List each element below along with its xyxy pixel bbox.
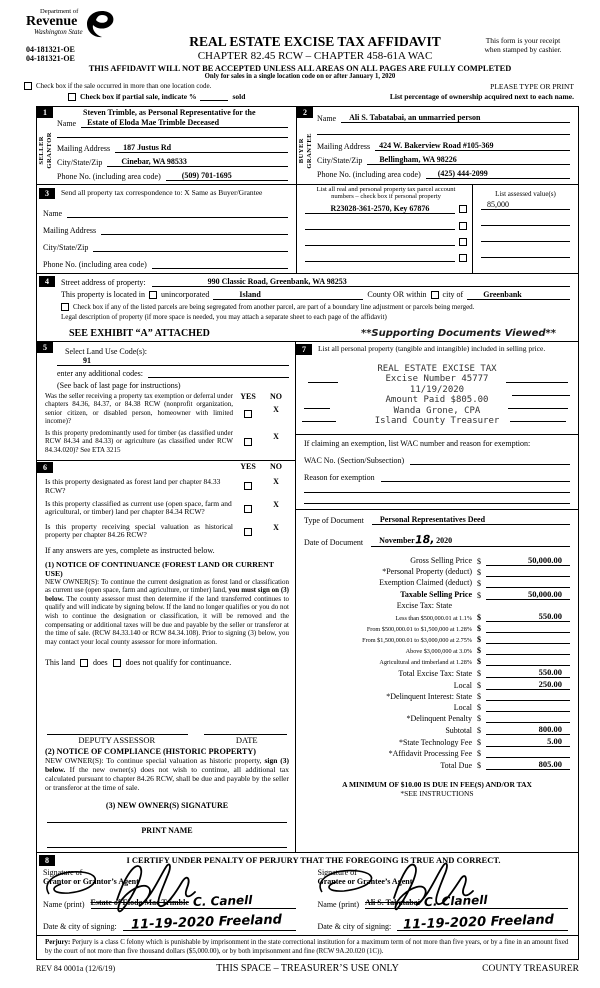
form-title: REAL ESTATE EXCISE TAX AFFIDAVIT [189,34,441,49]
q1-yes-checkbox[interactable] [244,410,252,418]
historic-no-answer: X [273,522,279,532]
grantee-date-city-label: Date & city of signing: [317,922,392,932]
historic-question: Is this property receiving special valuation as historical property per chapter 84.26 RCW? [45,521,233,540]
personal-property-label: List all personal property (tangible and intangible) included in selling price. [318,343,546,353]
no-header-6: NO [270,461,282,471]
document-and-tax-section [296,509,578,803]
delinquent-local-value[interactable] [486,703,570,712]
grantor-signature-block [39,868,306,934]
logo-dept-text: Department of [40,8,79,15]
correspondence-name-label: Name [43,208,63,218]
assessed-value-header: List assessed value(s) [495,189,556,198]
current-use-question: Is this property classified as current use (open space, farm and agricultural, or timber) land per chapter 84.34 RCW? [45,498,232,517]
stamp-line-6: Island County Treasurer [374,416,500,426]
grantor-name-hand: C. Canell [192,893,253,910]
grantor-name-printed: Estate of Eloda Mae Trimble [90,898,189,908]
minimum-fee-note: A MINIMUM OF $10.00 IS DUE IN FEE(S) AND/OR TAX [342,780,532,789]
section-4-tab: 4 [39,276,55,287]
assessed-value-3-field[interactable] [481,231,570,242]
send-correspondence-label: Send all property tax correspondence to: X Same as Buyer/Grantee [61,187,263,197]
partial-sale-label: Check box if partial sale, indicate % [80,92,197,101]
seller-mailing-label: Mailing Address [57,143,111,153]
instructions-note: (See back of last page for instructions) [57,380,181,390]
property-section [37,274,578,342]
logo-state-text: Washington State [34,28,83,36]
does-label: does [93,658,108,668]
land-use-value[interactable]: 91 [57,356,289,366]
section-3-tab: 3 [39,188,55,199]
reason-extra-line-1[interactable] [304,482,570,493]
grantee-name-line[interactable] [365,894,568,909]
assessed-value-1[interactable]: 85,000 [481,200,570,210]
certify-statement: I CERTIFY UNDER PENALTY OF PERJURY THAT THE FOREGOING IS TRUE AND CORRECT. [126,855,501,866]
new-owner-signature-line[interactable] [47,810,287,823]
supporting-docs-stamp: **Supporting Documents Viewed** [360,327,556,339]
form-number-1: 04-181321-OE [26,45,75,54]
total-due-value[interactable]: 805.00 [486,760,570,770]
land-use-section [37,342,295,461]
gross-price-value[interactable]: 50,000.00 [486,556,570,566]
tax-correspondence-section [37,185,296,273]
delinquent-penalty-value[interactable] [486,714,570,723]
seller-side-label-2: GRANTOR [45,132,53,170]
correspondence-phone-field[interactable] [152,268,288,269]
multi-location-checkbox[interactable] [24,82,32,90]
county-or-label: County OR within [367,290,427,299]
grantor-date-city-label: Date & city of signing: [43,922,117,932]
left-column [37,342,296,853]
certification-section [37,852,578,935]
continuance-qualify-row [45,658,289,667]
delinquent-local-row: Local $ [304,703,570,712]
seller-name-line1: Steven Trimble, as Personal Representative for the [83,108,256,117]
parcel-2-personal-checkbox[interactable] [459,222,467,230]
segregated-label: Check box if any of the listed parcels are being segregated from another parcel, are part of a boundary line adjustment or parcels being merged. [73,302,475,311]
buyer-section [296,107,578,184]
does-not-label: does not qualify for continuance. [125,658,232,668]
exemption-deduct-row: Exemption Claimed (deduct) $ [304,579,570,588]
buyer-mailing-value[interactable]: 424 W. Bakerview Road #105-369 [375,141,570,151]
local-tax-value[interactable]: 250.00 [486,680,570,690]
seller-phone-label: Phone No. (including area code) [57,171,161,181]
blank-line-fragment [512,395,570,396]
partial-sale-checkbox[interactable] [68,93,76,101]
affidavit-fee-value[interactable] [486,749,570,758]
grantor-date-hand: 11-19-2020 Freeland [130,912,282,934]
doc-date-label: Date of Document [304,537,364,547]
tier4-value[interactable] [486,646,570,655]
reason-field[interactable] [381,481,570,482]
seller-phone-value[interactable]: (509) 701-1695 [166,171,288,181]
land-use-label: Select Land Use Code(s): [65,346,147,356]
parcel-4-field[interactable] [305,252,455,262]
city-of-label: city of [442,290,464,299]
perjury-note: Perjury: Perjury is a class C felony which is punishable by imprisonment in the state correctional institution for a maximum term of not more than five years, or by a fine in an amount fixed by the court of not more than five thousand dollars ($5,000.00), or by both imprisonment and fine (RCW 9A.20.020 (1C)). [37,935,578,959]
buyer-mailing-label: Mailing Address [317,142,371,151]
gross-price-row: Gross Selling Price $ 50,000.00 [304,556,570,566]
parcel-number-value[interactable]: R23028-361-2570, Key 67876 [305,204,455,214]
parcel-header: List all real and personal property tax parcel account numbers – check box if personal property [316,185,456,200]
tier1-row: Less than $500,000.01 at 1.1% $ 550.00 [304,612,570,622]
seller-name-label: Name [57,118,77,128]
treasurer-space-note: THIS SPACE – TREASURER’S USE ONLY [216,963,399,975]
street-address-label: Street address of property: [61,277,146,287]
tier1-value[interactable]: 550.00 [486,612,570,622]
buyer-city-label: City/State/Zip [317,156,363,165]
seller-side-label-1: SELLER [37,136,45,166]
located-label: This property is located in [61,290,145,299]
grantor-date-line[interactable] [123,912,296,934]
tier2-row: From $500,000.01 to $1,500,000 at 1.28% $ [304,624,570,633]
new-owner-signature-label: (3) NEW OWNER(S) SIGNATURE [105,801,229,811]
correspondence-phone-label: Phone No. (including area code) [43,259,147,269]
blank-line-fragment [304,408,330,409]
seller-section [37,107,296,184]
receipt-note [462,8,584,63]
form-number-2: 04-181321-OE [26,54,75,63]
assessed-value-2-field[interactable] [481,215,570,226]
deputy-assessor-signature-line[interactable] [47,725,188,735]
grantee-signature-of-label: Signature of [317,868,357,878]
tech-fee-value[interactable]: 5.00 [486,737,570,747]
grantee-date-line[interactable] [397,912,568,934]
grantor-signature-of-label: Signature of [43,868,83,878]
see-instructions-note: *SEE INSTRUCTIONS [400,789,474,798]
receipt-note-line1: This form is your receipt [485,36,561,45]
reason-extra-line-2[interactable] [304,493,570,504]
additional-codes-field[interactable] [148,377,289,378]
exhibit-note: SEE EXHIBIT “A” ATTACHED [69,327,210,339]
treasurer-stamp [296,364,578,427]
tier4-row: Above $3,000,000 at 3.0% $ [304,646,570,655]
buyer-side-label-1: BUYER [297,138,305,164]
tier3-value[interactable] [486,635,570,644]
q1-no-answer: X [273,404,279,414]
forest-land-section [37,461,295,853]
no-header-5: NO [270,391,282,401]
timber-question: Is this property predominantly used for timber (as classified under RCW 84.34 and 84.33) or agriculture (as classified under RCW 84.34.020)? See ETA 3215 [45,428,233,455]
assessed-value-4-field[interactable] [481,247,570,258]
deputy-date-line[interactable] [204,725,287,735]
taxable-price-row: Taxable Selling Price $ 50,000.00 [304,590,570,600]
buyer-name-value[interactable]: Ali S. Tabatabai, an unmarried person [341,113,570,123]
yes-header-6: YES [240,461,256,471]
correspondence-name-field[interactable] [67,217,288,218]
grantee-signature-block [306,868,573,934]
q2-yes-checkbox[interactable] [244,438,252,446]
stamp-line-5: Wanda Grone, CPA [393,405,481,416]
form-warning: THIS AFFIDAVIT WILL NOT BE ACCEPTED UNLESS ALL AREAS ON ALL PAGES ARE FULLY COMPLETED [88,64,512,73]
print-name-label: PRINT NAME [141,826,193,836]
partial-sale-suffix: sold [232,92,246,101]
section-6-tab: 6 [37,462,53,473]
tier5-value[interactable] [486,657,570,666]
seller-mailing-value[interactable]: 187 Justus Rd [115,143,288,153]
stamp-line-4: Amount Paid $805.00 [385,395,489,405]
date-label: DATE [235,735,258,746]
blank-line-fragment [506,382,568,383]
section-2-tab: 2 [297,107,313,118]
correspondence-mailing-field[interactable] [101,234,288,235]
additional-codes-label: enter any additional codes: [57,368,143,378]
buyer-name-label: Name [317,114,337,123]
notice-compliance-body: NEW OWNER(S): To continue special valuation as historic property, sign (3) below. If the new owner(s) does not wish to continue, all additional tax calculated pursuant to chapter 84.26 RCW, shall be due and payable by the seller or transferor at the time of sale. [45,756,289,793]
affidavit-fee-row: *Affidavit Processing Fee $ [304,749,570,758]
personal-deduct-value[interactable] [486,568,570,577]
blank-line-fragment [302,421,336,422]
current-use-no-answer: X [273,499,279,509]
grantee-name-printed: Ali S. Tabatabai [365,898,420,908]
total-state-row: Total Excise Tax: State $ 550.00 [304,668,570,678]
yes-header-5: YES [240,391,256,401]
city-checkbox[interactable] [431,291,439,299]
taxable-price-value[interactable]: 50,000.00 [486,590,570,600]
parcel-1-personal-checkbox[interactable] [459,205,467,213]
wac-label: WAC No. (Section/Subsection) [304,455,405,465]
unincorporated-checkbox[interactable] [149,291,157,299]
exemption-question: Was the seller receiving a property tax exemption or deferral under chapters 84.36, 84.37, or 84.38 RCW (nonprofit organization, senior citizen, or disabled person, homeowner with limited income)? [45,391,233,426]
legal-description-label: Legal description of property (if more space is needed, you may attach a separate sheet to each page of the affidavit) [61,312,387,321]
grantor-name-line[interactable] [91,894,296,909]
blank-line-fragment [508,408,568,409]
seller-city-label: City/State/Zip [57,157,103,167]
doc-date-value[interactable]: November18, 2020 [371,533,570,547]
subtotal-row: Subtotal $ 800.00 [304,725,570,735]
logo-revenue-text: Revenue [26,14,78,29]
logo-block [26,8,168,63]
footer-row [36,963,579,974]
grantor-agent-label: Grantor or Grantor’s Agent [43,877,139,887]
stamp-line-3: 11/19/2020 [409,384,465,395]
print-name-line[interactable] [47,835,287,848]
q2-no-answer: X [273,431,279,441]
subtotal-value[interactable]: 800.00 [486,725,570,735]
tier5-row: Agricultural and timberland at 1.28% $ [304,657,570,666]
tier2-value[interactable] [486,624,570,633]
receipt-note-line2: when stamped by cashier. [484,45,562,54]
current-use-yes-checkbox[interactable] [244,505,252,513]
buyer-phone-label: Phone No. (including area code) [317,170,421,179]
stamp-line-1: REAL ESTATE EXCISE TAX [377,363,497,374]
correspondence-mailing-label: Mailing Address [43,225,97,235]
correspondence-city-field[interactable] [93,251,288,252]
multi-location-label: Check box if the sale occurred in more than one location code. [36,82,212,90]
buyer-name-extra-line[interactable] [317,123,570,135]
section-5-tab: 5 [37,342,53,353]
does-not-checkbox[interactable] [113,659,121,667]
city-value[interactable]: Greenbank [467,290,570,300]
segregated-checkbox[interactable] [61,303,69,311]
grantee-name-hand: C. Clanell [423,893,488,910]
revenue-swirl-icon [85,10,119,40]
exemption-deduct-value[interactable] [486,579,570,588]
buyer-city-value[interactable]: Bellingham, WA 98226 [367,155,570,165]
blank-line-fragment [510,421,566,422]
notice-compliance-title: (2) NOTICE OF COMPLIANCE (HISTORIC PROPERTY) [45,747,257,757]
forest-no-answer: X [273,476,279,486]
parcel-4-personal-checkbox[interactable] [459,254,467,262]
notice-continuance-title: (1) NOTICE OF CONTINUANCE (FOREST LAND OR CURRENT USE) [45,559,274,578]
parcel-2-field[interactable] [305,220,455,230]
section-7-tab: 7 [296,344,312,355]
tier3-row: From $1,500,000.01 to $3,000,000 at 2.75% $ [304,635,570,644]
doc-date-hand: 18, [414,532,435,546]
county-treasurer-label: COUNTY TREASURER [482,963,579,974]
multi-location-row [24,82,211,90]
if-yes-note: If any answers are yes, complete as instructed below. [45,545,215,555]
parcel-3-field[interactable] [305,236,455,246]
section-1-tab: 1 [37,107,53,118]
only-note: Only for sales in a single location code on or after January 1, 2020 [204,73,396,80]
total-due-row: Total Due $ 805.00 [304,760,570,770]
parcel-section [296,185,578,273]
partial-sale-percent-field[interactable] [200,92,228,101]
personal-deduct-row: *Personal Property (deduct) $ [304,568,570,577]
local-tax-row: Local $ 250.00 [304,680,570,690]
partial-sale-row [68,92,245,101]
stamp-line-2: Excise Number 45777 [385,374,489,384]
buyer-side-label-2: GRANTEE [305,132,313,169]
grantee-agent-label: Grantee or Grantee’s Agent [317,877,413,887]
personal-property-section [296,342,578,355]
this-land-label: This land [45,658,75,668]
right-column [296,342,578,853]
form-subtitle: CHAPTER 82.45 RCW – CHAPTER 458-61A WAC [197,50,433,62]
grantee-date-hand: 11-19-2020 Freeland [403,912,555,934]
deputy-assessor-label: DEPUTY ASSESSOR [78,735,156,746]
excise-state-header-row: Excise Tax: State [396,600,452,610]
doc-type-value[interactable]: Personal Representatives Deed [372,515,570,525]
wac-number-field[interactable] [410,464,570,465]
please-type-note: PLEASE TYPE OR PRINT [490,82,574,91]
total-state-value[interactable]: 550.00 [486,668,570,678]
doc-type-label: Type of Document [304,515,364,525]
delinquent-interest-value[interactable] [486,692,570,701]
section-8-tab: 8 [39,855,55,866]
exemption-section [296,434,578,504]
reason-label: Reason for exemption [304,472,375,482]
notice-continuance-body: NEW OWNER(S): To continue the current designation as forest land or classification as current use (open space, farm and agriculture, or timber) land, you must sign on (3) below. The county assessor must then determine if the land transferred continues to qualify and will indicate by signing below. If the land no longer qualifies or you do not wish to continue the designation or classification, it will be removed and the compensating or additional taxes will be due and payable by the seller or transferor at the time of sale. (RCW 84.33.140 or RCW 84.34.108). Prior to signing (3) below, you may contact your local county assessor for more information. [45,577,289,646]
correspondence-city-label: City/State/Zip [43,242,89,252]
rev-number: REV 84 0001a (12/6/19) [36,964,116,974]
grantor-name-print-label: Name (print) [43,900,85,910]
county-value[interactable]: Island [213,290,363,300]
exemption-heading: If claiming an exemption, list WAC number and reason for exemption: [304,438,531,448]
grantee-name-print-label: Name (print) [317,900,360,910]
buyer-phone-value[interactable]: (425) 444-2099 [426,169,570,179]
does-checkbox[interactable] [80,659,88,667]
historic-yes-checkbox[interactable] [244,528,252,536]
seller-city-value[interactable]: Cinebar, WA 98533 [107,157,288,167]
seller-name-extra-line[interactable] [57,128,288,138]
ownership-note: List percentage of ownership acquired next to each name. [389,92,574,101]
tech-fee-row: *State Technology Fee $ 5.00 [304,737,570,747]
blank-line-fragment [308,382,338,383]
street-address-value[interactable]: 990 Classic Road, Greenbank, WA 98253 [152,277,570,287]
forest-question: Is this property designated as forest land per chapter 84.33 RCW? [45,476,221,495]
delinquent-interest-row: *Delinquent Interest: State $ [304,692,570,701]
parcel-3-personal-checkbox[interactable] [459,238,467,246]
delinquent-penalty-row: *Delinquent Penalty $ [304,714,570,723]
unincorporated-label: unincorporated [160,290,210,299]
seller-name-value[interactable]: Estate of Eloda Mae Trimble Deceased [81,118,288,128]
forest-yes-checkbox[interactable] [244,482,252,490]
